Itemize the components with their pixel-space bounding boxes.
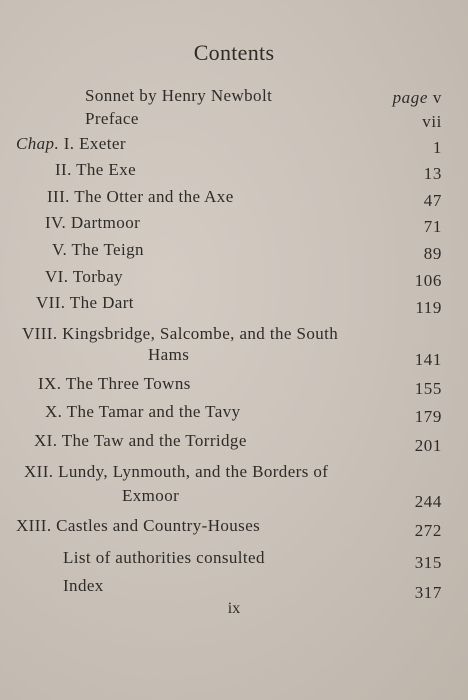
toc-entry-preface — [85, 109, 139, 129]
chapter-number: V. — [52, 240, 68, 259]
chapter-title: The Tamar and the Tavy — [66, 402, 241, 421]
toc-entry-chapter-4 — [45, 213, 140, 233]
page-prefix: page — [392, 88, 429, 107]
chapter-number: XIII. — [16, 516, 52, 535]
toc-page-chapter-4: 71 — [423, 217, 442, 236]
toc-entry-chapter-12 — [24, 462, 328, 482]
toc-entry-sonnet — [85, 86, 272, 106]
entry-title: Index — [63, 576, 104, 595]
toc-entry-authorities — [63, 548, 265, 568]
chapter-title: Exeter — [79, 134, 126, 153]
toc-page-chapter-3: 47 — [423, 191, 442, 210]
chapter-number: VI. — [45, 267, 69, 286]
chapter-title: The Exe — [76, 160, 137, 179]
chapter-number: IX. — [38, 374, 62, 393]
toc-entry-index — [63, 576, 104, 596]
page-number: v — [432, 88, 442, 107]
chapter-number: VII. — [36, 293, 66, 312]
chapter-title: The Teign — [71, 240, 144, 259]
toc-page-sonnet — [393, 88, 442, 108]
toc-page-chapter-6: 106 — [414, 271, 442, 290]
toc-page-index: 317 — [414, 583, 442, 602]
toc-entry-chapter-12-cont — [122, 486, 179, 506]
chapter-number: VIII. — [22, 324, 58, 343]
toc-page-preface: vii — [422, 112, 442, 131]
chapter-title: The Dart — [69, 293, 134, 312]
chapter-number: IV. — [45, 213, 67, 232]
toc-entry-chapter-5 — [52, 240, 144, 260]
toc-page-chapter-8: 141 — [414, 350, 442, 369]
chapter-number: XII. — [24, 462, 54, 481]
toc-page-chapter-13: 272 — [414, 521, 442, 540]
toc-entry-chapter-3 — [47, 187, 234, 207]
toc-page-chapter-9: 155 — [414, 379, 442, 398]
chapter-title-line-2: Hams — [148, 345, 190, 364]
chapter-title-line-2: Exmoor — [122, 486, 180, 505]
toc-page-authorities: 315 — [414, 553, 442, 572]
chapter-number: XI. — [34, 431, 58, 450]
page-folio: ix — [227, 600, 241, 617]
chapter-title: The Otter and the Axe — [74, 187, 234, 206]
toc-entry-chapter-6 — [45, 267, 123, 287]
toc-entry-chapter-9 — [38, 374, 191, 394]
chapter-title-line-1: Lundy, Lynmouth, and the Borders of — [58, 462, 329, 481]
toc-page-chapter-10: 179 — [414, 407, 442, 426]
toc-entry-chapter-11 — [34, 431, 247, 451]
chapter-number: X. — [45, 402, 63, 421]
toc-page-chapter-11: 201 — [414, 436, 442, 455]
entry-title: List of authorities consulted — [63, 548, 265, 567]
chapter-title: Torbay — [72, 267, 124, 286]
toc-page-chapter-2: 13 — [423, 164, 442, 183]
entry-title: Preface — [85, 109, 139, 128]
chapter-prefix: Chap. — [16, 134, 60, 153]
toc-entry-chapter-8 — [22, 324, 338, 344]
toc-page-chapter-5: 89 — [423, 244, 442, 263]
chapter-title: Dartmoor — [70, 213, 141, 232]
chapter-number: II. — [55, 160, 72, 179]
chapter-title: The Taw and the Torridge — [61, 431, 247, 450]
toc-entry-chapter-10 — [45, 402, 241, 422]
toc-entry-chapter-8-cont — [148, 345, 189, 365]
chapter-title-line-1: Kingsbridge, Salcombe, and the South — [62, 324, 339, 343]
toc-entry-chapter-1 — [16, 134, 126, 154]
toc-page-chapter-7: 119 — [415, 298, 442, 317]
toc-entry-chapter-13 — [16, 516, 260, 536]
entry-title: Sonnet by Henry Newbolt — [85, 86, 273, 105]
chapter-title: The Three Towns — [65, 374, 191, 393]
chapter-number: III. — [47, 187, 70, 206]
toc-page-chapter-1: 1 — [432, 138, 442, 157]
chapter-number: I. — [63, 134, 75, 153]
toc-entry-chapter-7 — [36, 293, 134, 313]
chapter-title: Castles and Country-Houses — [56, 516, 261, 535]
toc-page-chapter-12: 244 — [414, 492, 442, 511]
page-title: Contents — [193, 40, 275, 65]
toc-entry-chapter-2 — [55, 160, 136, 180]
